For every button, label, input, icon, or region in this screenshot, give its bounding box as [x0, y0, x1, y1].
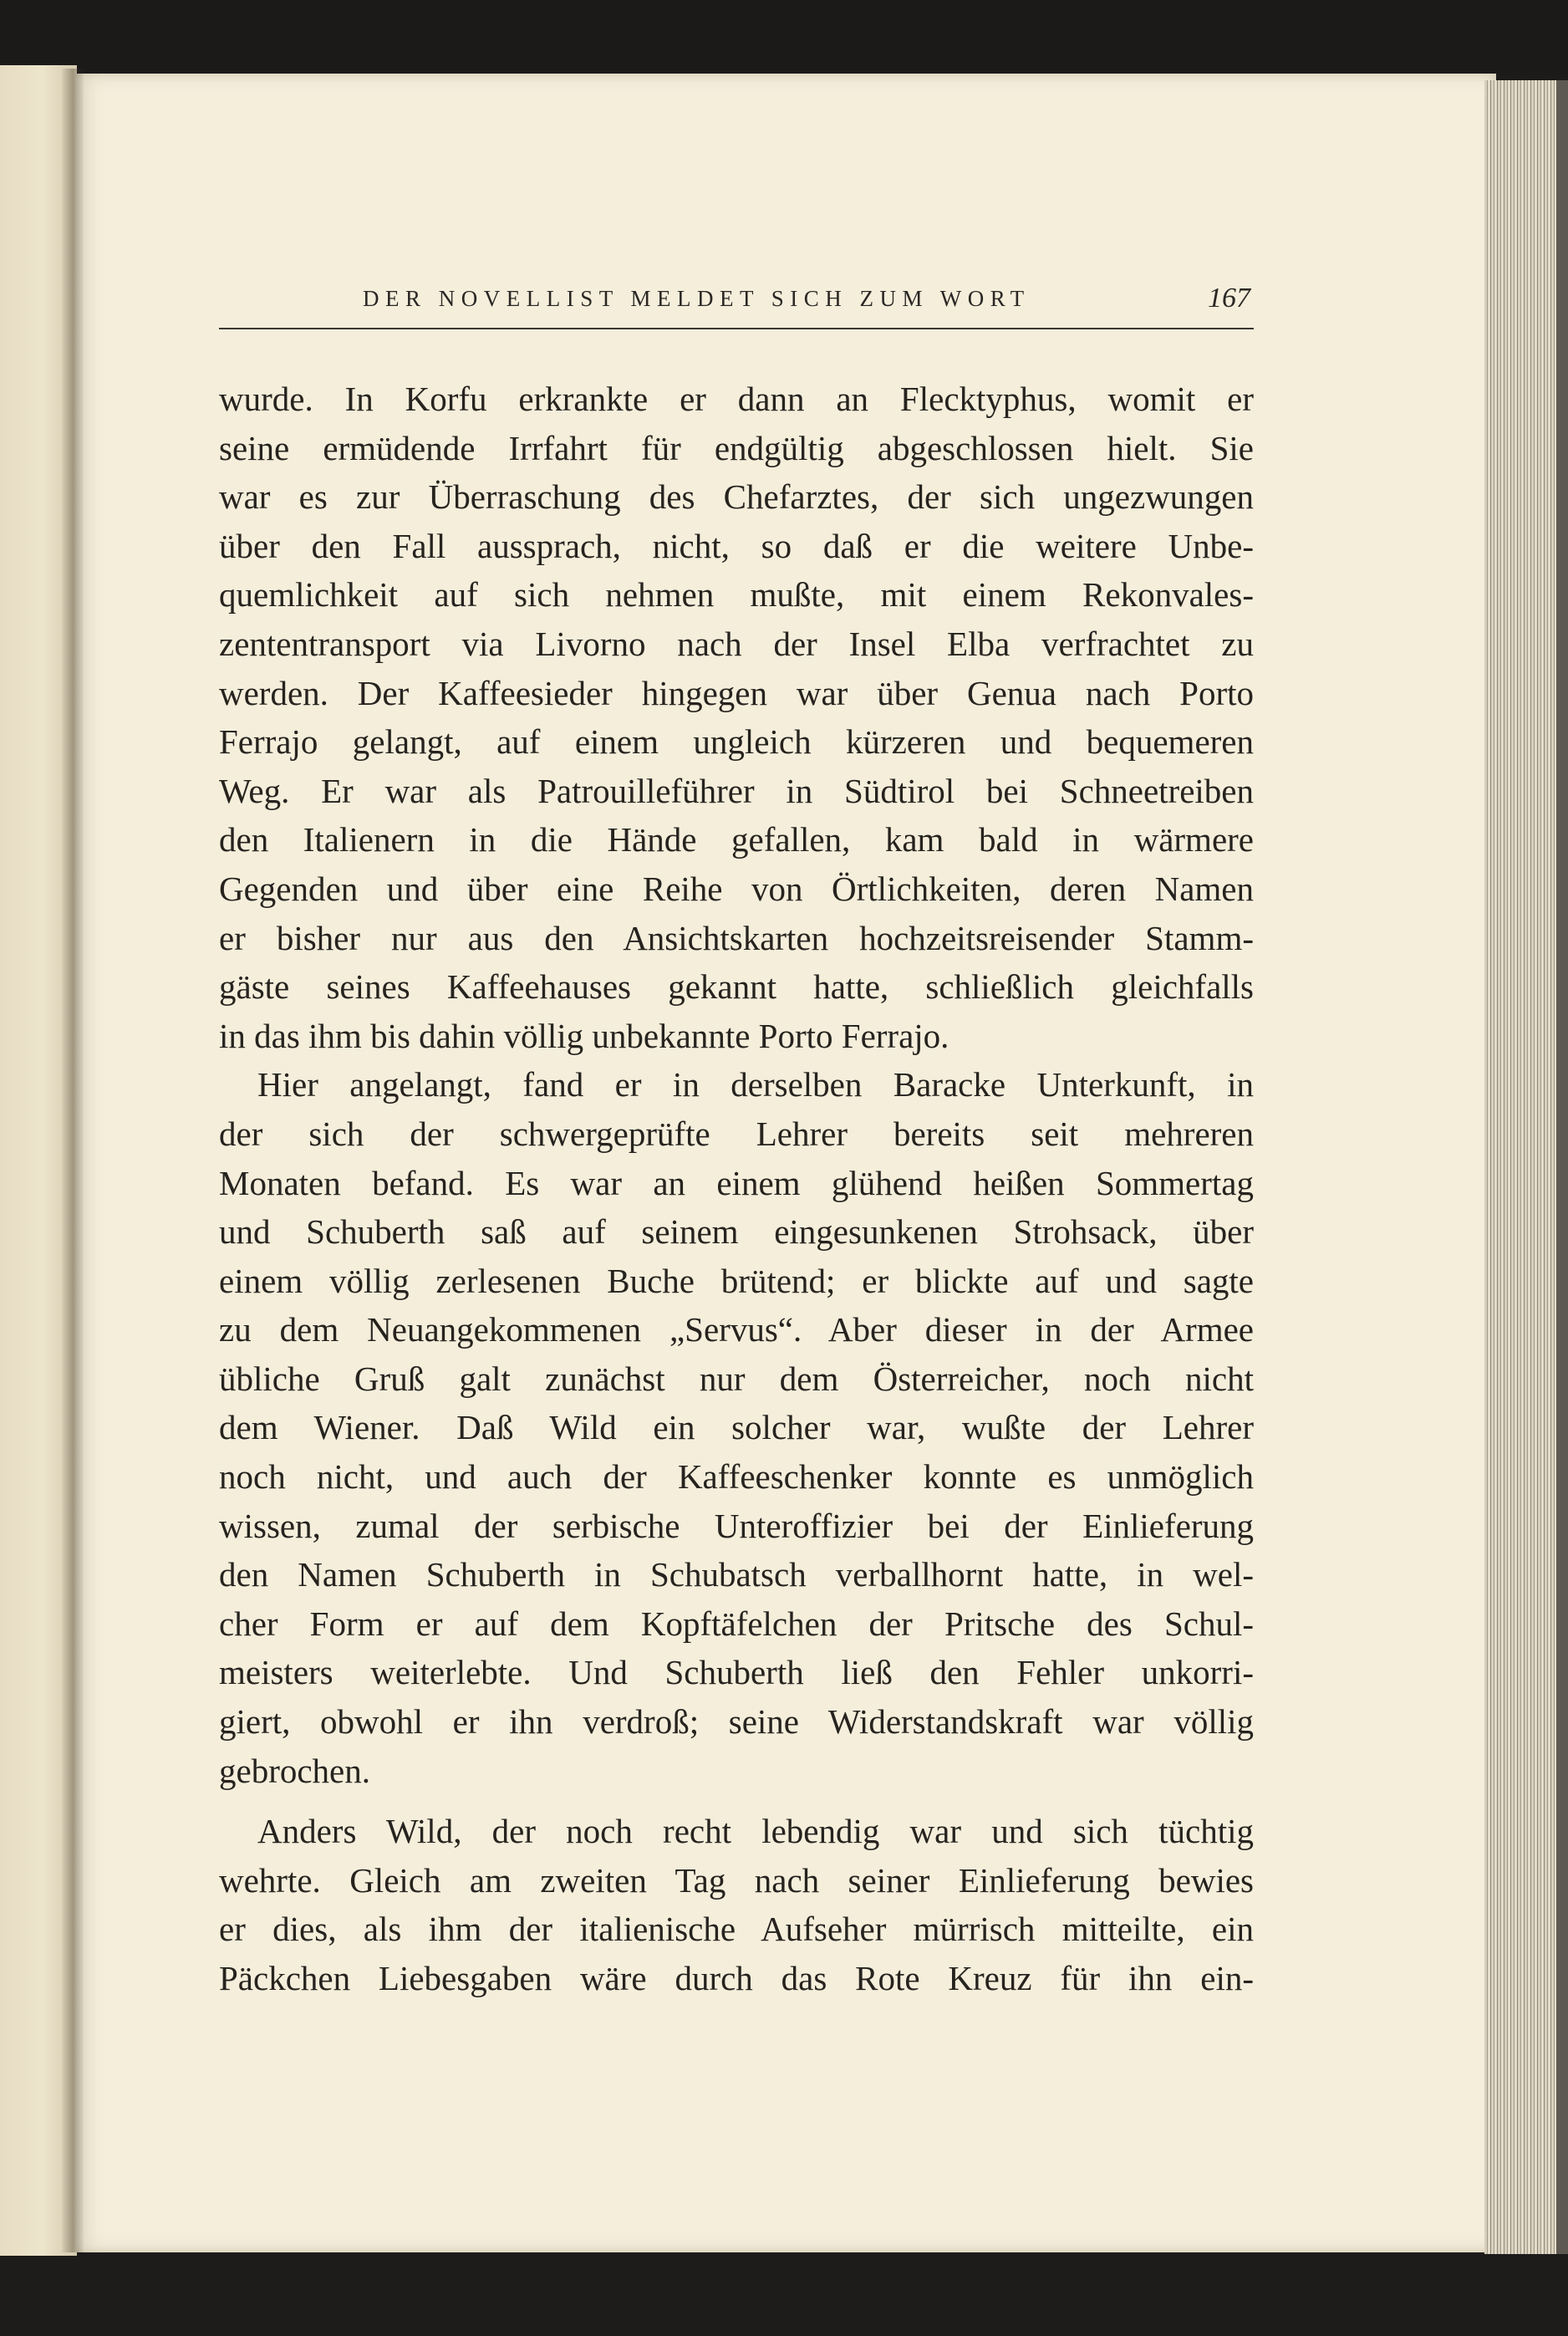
- text-line: zu dem Neuangekommenen „Servus“. Aber dieser in der Armee: [219, 1310, 1254, 1349]
- text-line: dem Wiener. Daß Wild ein solcher war, wußte der Lehrer: [219, 1408, 1254, 1447]
- text-line: in das ihm bis dahin völlig unbekannte Porto Ferrajo.: [219, 1016, 949, 1055]
- running-head-rule: [219, 328, 1254, 329]
- running-head: [219, 283, 1254, 323]
- text-line: seine ermüdende Irrfahrt für endgültig abgeschlossen hielt. Sie: [219, 428, 1254, 467]
- text-line: zententransport via Livorno nach der Insel Elba verfrachtet zu: [219, 624, 1254, 663]
- text-line: einem völlig zerlesenen Buche brütend; er blickte auf und sagte: [219, 1261, 1254, 1300]
- text-line: Hier angelangt, fand er in derselben Baracke Unterkunft, in: [257, 1065, 1254, 1104]
- text-line: gäste seines Kaffeehauses gekannt hatte, schließlich gleichfalls: [219, 967, 1254, 1007]
- text-line: cher Form er auf dem Kopftäfelchen der Pritsche des Schul-: [219, 1604, 1254, 1643]
- text-line: er dies, als ihm der italienische Aufseher mürrisch mitteilte, ein: [219, 1910, 1254, 1949]
- text-line: quemlichkeit auf sich nehmen mußte, mit einem Rekonvales-: [219, 575, 1254, 615]
- paragraph: [219, 1807, 1254, 2002]
- text-line: Monaten befand. Es war an einem glühend heißen Sommertag: [219, 1163, 1254, 1202]
- page-number: 167: [1208, 283, 1250, 314]
- page-gutter: [62, 69, 84, 2252]
- text-line: werden. Der Kaffeesieder hingegen war über Genua nach Porto: [219, 673, 1254, 712]
- text-line: er bisher nur aus den Ansichtskarten hochzeitsreisender Stamm-: [219, 918, 1254, 957]
- text-line: giert, obwohl er ihn verdroß; seine Widerstandskraft war völlig: [219, 1702, 1254, 1742]
- text-line: Gegenden und über eine Reihe von Örtlichkeiten, deren Namen: [219, 869, 1254, 908]
- backdrop-top: [0, 0, 1568, 75]
- text-line: und Schuberth saß auf seinem eingesunkenen Strohsack, über: [219, 1212, 1254, 1252]
- text-line: Anders Wild, der noch recht lebendig war und sich tüchtig: [257, 1812, 1254, 1851]
- text-line: wissen, zumal der serbische Unteroffizier bei der Einlieferung: [219, 1506, 1254, 1545]
- paragraph-gap: [219, 1795, 1254, 1807]
- backdrop-bottom: [0, 2257, 1568, 2336]
- page-stack-edges: [1484, 80, 1568, 2254]
- text-line: der sich der schwergeprüfte Lehrer bereits seit mehreren: [219, 1114, 1254, 1153]
- paragraph: [219, 1060, 1254, 1795]
- text-line: gebrochen.: [219, 1751, 370, 1790]
- text-line: Päckchen Liebesgaben wäre durch das Rote Kreuz für ihn ein-: [219, 1959, 1254, 1997]
- running-head-title: DER NOVELLIST MELDET SICH ZUM WORT: [363, 286, 1031, 311]
- text-line: den Italienern in die Hände gefallen, kam bald in wärmere: [219, 820, 1254, 859]
- paragraph: [219, 375, 1254, 1060]
- text-line: meisters weiterlebte. Und Schuberth ließ den Fehler unkorri-: [219, 1653, 1254, 1692]
- text-line: war es zur Überraschung des Chefarztes, der sich ungezwungen: [219, 477, 1254, 517]
- body-text: [219, 375, 1254, 2003]
- text-line: Weg. Er war als Patrouilleführer in Südtirol bei Schneetreiben: [219, 771, 1254, 810]
- text-line: übliche Gruß galt zunächst nur dem Österreicher, noch nicht: [219, 1359, 1254, 1398]
- text-line: den Namen Schuberth in Schubatsch verballhornt hatte, in wel-: [219, 1555, 1254, 1594]
- text-line: über den Fall aussprach, nicht, so daß er die weitere Unbe-: [219, 526, 1254, 565]
- text-line: wehrte. Gleich am zweiten Tag nach seiner Einlieferung bewies: [219, 1860, 1254, 1900]
- text-line: wurde. In Korfu erkrankte er dann an Flecktyphus, womit er: [219, 380, 1254, 418]
- text-line: Ferrajo gelangt, auf einem ungleich kürzeren und bequemeren: [219, 722, 1254, 762]
- text-line: noch nicht, und auch der Kaffeeschenker konnte es unmöglich: [219, 1457, 1254, 1497]
